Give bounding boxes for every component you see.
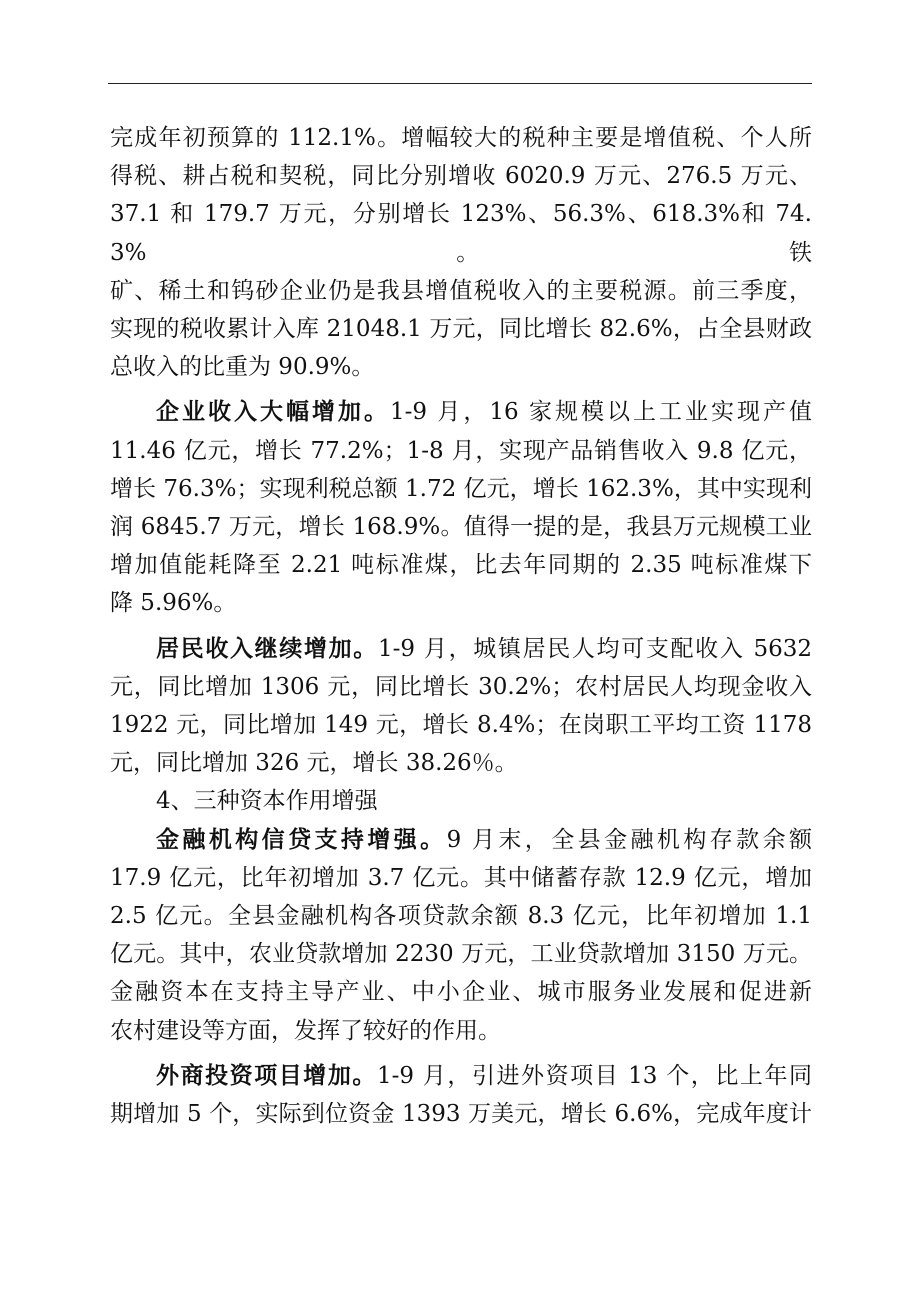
text-line: 2.5 亿元。全县金融机构各项贷款余额 8.3 亿元，比年初增加 1.1: [110, 903, 812, 930]
text-line: 实现的税收累计入库 21048.1 万元，同比增长 82.6%，占全县财政: [110, 316, 812, 343]
text-line: 元，同比增加 326 元，增长 38.26％。: [110, 750, 518, 777]
paragraph-foreign-investment: [110, 1057, 812, 1133]
text-line: 11.46 亿元，增长 77.2%；1-8 月，实现产品销售收入 9.8 亿元，: [110, 437, 812, 464]
text-line: 矿、稀土和钨砂企业仍是我县增值税收入的主要税源。前三季度，: [110, 277, 812, 304]
text-line: 1922 元，同比增加 149 元，增长 8.4%；在岗职工平均工资 1178: [110, 712, 812, 739]
text-line: 得税、耕占税和契税，同比分别增收 6020.9 万元、276.5 万元、: [110, 163, 812, 190]
text-line: 总收入的比重为 90.9%。: [110, 354, 375, 381]
text-line: 17.9 亿元，比年初增加 3.7 亿元。其中储蓄存款 12.9 亿元，增加: [110, 864, 812, 891]
document-body: [110, 119, 812, 1133]
text-line-first: [110, 1057, 812, 1095]
paragraph-heading: 外商投资项目增加。: [156, 1061, 377, 1089]
subsection-heading: 4、三种资本作用增强: [156, 788, 378, 815]
paragraph-resident-income: [110, 630, 812, 783]
text-line-first: [110, 393, 812, 431]
paragraph-heading: 金融机构信贷支持增强。: [156, 825, 447, 853]
text-line: 期增加 5 个，实际到位资金 1393 万美元，增长 6.6%，完成年度计: [110, 1101, 812, 1128]
text-run: 1-9 月，城镇居民人均可支配收入 5632: [377, 635, 813, 662]
text-line: 亿元。其中，农业贷款增加 2230 万元，工业贷款增加 3150 万元。: [110, 941, 812, 968]
paragraph-financial-credit: [110, 821, 812, 1050]
paragraph-enterprise-income: [110, 393, 812, 622]
text-line: 增加值能耗降至 2.21 吨标准煤，比去年同期的 2.35 吨标准煤下: [110, 552, 812, 579]
paragraph-heading: 企业收入大幅增加。: [156, 398, 391, 426]
text-line-first: [110, 630, 812, 668]
text-run: 1-9 月，引进外资项目 13 个，比上年同: [376, 1062, 812, 1089]
text-line: 完成年初预算的 112.1%。增幅较大的税种主要是增值税、个人所: [110, 125, 812, 151]
text-line: 金融资本在支持主导产业、中小企业、城市服务业发展和促进新: [110, 979, 812, 1006]
text-line: 增长 76.3%；实现利税总额 1.72 亿元，增长 162.3%，其中实现利: [110, 475, 812, 502]
text-run: 9 月末，全县金融机构存款余额: [446, 826, 812, 853]
text-line: 润 6845.7 万元，增长 168.9%。值得一提的是，我县万元规模工业: [110, 514, 812, 541]
text-line: 37.1 和 179.7 万元，分别增长 123%、56.3%、618.3%和 74.3%。铁: [110, 201, 812, 266]
text-run: 1-9 月，16 家规模以上工业实现产值: [390, 399, 812, 426]
paragraph-heading: 居民收入继续增加。: [156, 634, 378, 662]
header-rule: [108, 83, 812, 84]
text-line-first: [110, 821, 812, 859]
paragraph-tax-continued: [110, 119, 812, 386]
text-line: 农村建设等方面，发挥了较好的作用。: [110, 1017, 501, 1044]
text-line: 元，同比增加 1306 元，同比增长 30.2%；农村居民人均现金收入: [110, 673, 812, 700]
text-line: 降 5.96%。: [110, 590, 237, 617]
